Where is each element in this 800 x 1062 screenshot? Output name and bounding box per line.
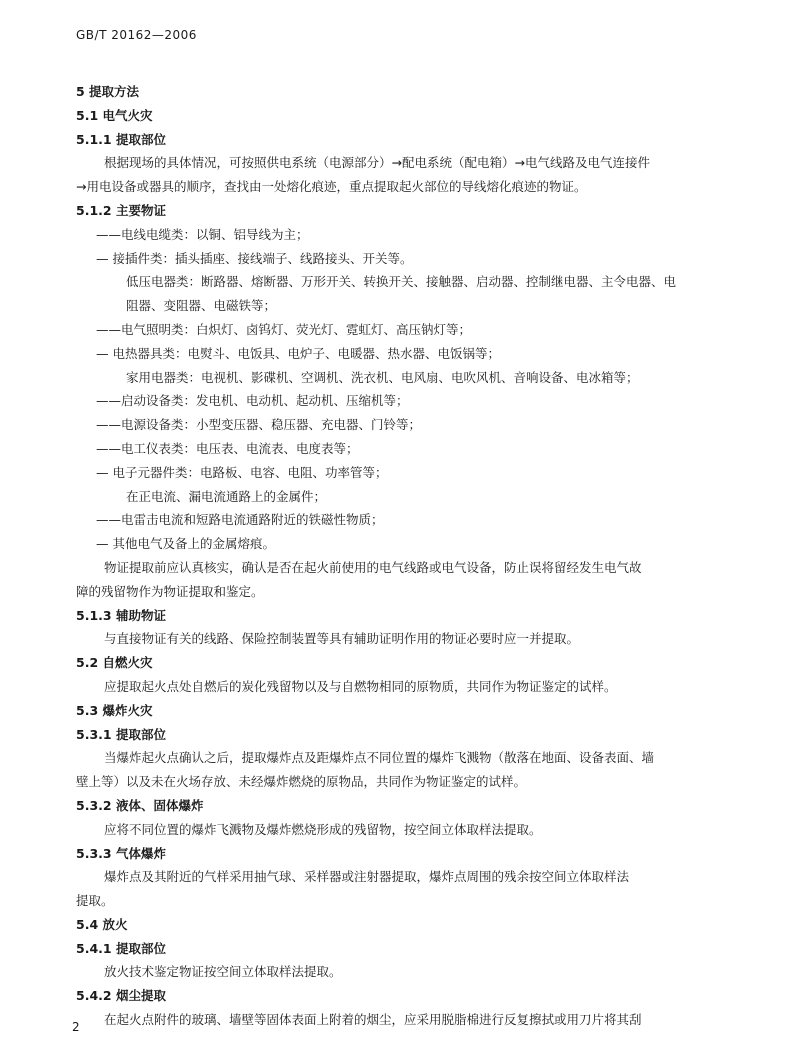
section-heading: 5.4.2 烟尘提取 [76,988,166,1004]
paragraph-continuation: →用电设备或器具的顺序，查找由一处熔化痕迹，重点提取起火部位的导线熔化痕迹的物证。 [76,179,587,195]
list-item: ——电气照明类：白炽灯、卤钨灯、荧光灯、霓虹灯、高压钠灯等； [96,321,472,337]
paragraph-continuation: 壁上等）以及未在火场存放、未经爆炸燃烧的原物品，共同作为物证鉴定的试样。 [76,774,527,790]
paragraph-line: 当爆炸起火点确认之后，提取爆炸点及距爆炸点不同位置的爆炸飞溅物（散落在地面、设备表面、墙 [104,750,655,766]
section-heading: 5.3.3 气体爆炸 [76,845,166,861]
paragraph-continuation: 障的残留物作为物证提取和鉴定。 [76,583,264,599]
paragraph-line: 爆炸点及其附近的气样采用抽气球、采样器或注射器提取，爆炸点周围的残余按空间立体取样法 [104,869,630,885]
list-item: — 其他电气及备上的金属熔痕。 [96,536,275,552]
list-item: ——电雷击电流和短路电流通路附近的铁磁性物质； [96,512,384,528]
section-heading: 5.2 自燃火灾 [76,655,153,671]
section-heading: 5.3.2 液体、固体爆炸 [76,797,204,813]
paragraph-line: 在起火点附件的玻璃、墙壁等固体表面上附着的烟尘，应采用脱脂棉进行反复擦拭或用刀片将其刮 [104,1012,642,1028]
paragraph-line: 物证提取前应认真核实，确认是否在起火前使用的电气线路或电气设备，防止误将留经发生电气故 [104,559,642,575]
list-item: ——电源设备类：小型变压器、稳压器、充电器、门铃等； [96,417,422,433]
list-item-continuation: 在正电流、漏电流通路上的金属件； [126,488,327,504]
section-heading: 5.4 放火 [76,916,128,932]
list-item: ——电工仪表类：电压表、电流表、电度表等； [96,440,359,456]
document-body [76,80,736,1032]
paragraph-line: 应提取起火点处自燃后的炭化残留物以及与自燃物相同的原物质，共同作为物证鉴定的试样。 [104,678,617,694]
list-item: — 电热器具类：电熨斗、电饭具、电炉子、电暖器、热水器、电饭锅等； [96,345,500,361]
section-heading: 5.1 电气火灾 [76,107,153,123]
paragraph-continuation: 提取。 [76,893,114,909]
list-item: ——电线电缆类：以铜、铝导线为主； [96,226,309,242]
list-item: ——启动设备类：发电机、电动机、起动机、压缩机等； [96,393,409,409]
section-heading: 5.3.1 提取部位 [76,726,166,742]
section-heading: 5 提取方法 [76,84,140,99]
list-item: — 接插件类：插头插座、接线端子、线路接头、开关等。 [96,250,413,266]
list-item-continuation: 阻器、变阻器、电磁铁等； [126,298,277,314]
paragraph-line: 应将不同位置的爆炸飞溅物及爆炸燃烧形成的残留物，按空间立体取样法提取。 [104,821,542,837]
page-number: 2 [72,1020,80,1034]
section-heading: 5.1.2 主要物证 [76,202,166,218]
list-item-continuation: 低压电器类：断路器、熔断器、万形开关、转换开关、接触器、启动器、控制继电器、主令电器、电 [126,274,677,290]
section-heading: 5.3 爆炸火灾 [76,702,153,718]
paragraph-line: 与直接物证有关的线路、保险控制装置等具有辅助证明作用的物证必要时应一并提取。 [104,631,580,647]
section-heading: 5.1.1 提取部位 [76,131,166,147]
section-heading: 5.4.1 提取部位 [76,940,166,956]
standard-code: GB/T 20162—2006 [76,28,197,42]
paragraph-line: 根据现场的具体情况，可按照供电系统（电源部分）→配电系统（配电箱）→电气线路及电气连接件 [104,155,650,171]
paragraph-line: 放火技术鉴定物证按空间立体取样法提取。 [104,964,342,980]
list-item: — 电子元器件类：电路板、电容、电阻、功率管等； [96,464,388,480]
section-heading: 5.1.3 辅助物证 [76,607,166,623]
list-item-continuation: 家用电器类：电视机、影碟机、空调机、洗衣机、电风扇、电吹风机、音响设备、电冰箱等； [126,369,639,385]
